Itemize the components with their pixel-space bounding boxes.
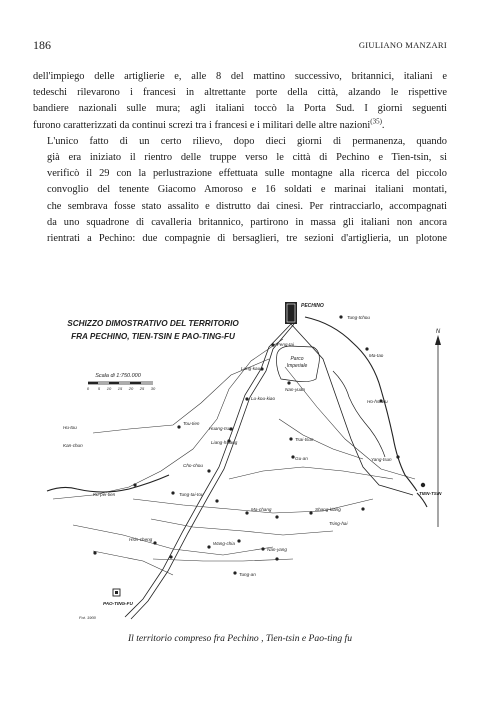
park-label-line-1: Parco: [290, 356, 304, 362]
place-nan-yuan: Nan-yuan: [285, 387, 305, 392]
figure-caption: Il territorio compreso fra Pechino , Tien-tsin e Pao-ting fu: [127, 633, 352, 644]
place-tou-tien: Tou-tien: [183, 421, 200, 426]
scale-tick: 0: [86, 386, 90, 391]
text-line: L'unico fatto di un certo rilievo, dopo dieci giorni di permanenza, quando: [47, 135, 447, 147]
place-lu-kou-kiao: Lu-kou-kiao: [251, 396, 276, 401]
text-line: che sembrava fosse stato assalito e distrutto dai cinesi. Per rintracciarlo, accompagnati: [47, 200, 447, 212]
running-head: GIULIANO MANZARI: [358, 40, 447, 50]
place-pechino: PECHINO: [301, 303, 324, 309]
scale-tick: 30: [150, 386, 156, 391]
text-line: verificò il 29 con la perlustrazione effettuata sulle montagne alla ricerca del piccolo: [47, 168, 447, 180]
page-number: 186: [33, 38, 51, 52]
place-wang-chia: Wang-chia: [213, 541, 235, 546]
place-lung-kau: Lung-kau: [241, 366, 261, 371]
place-huang-tsun: Huang-tsun: [209, 426, 233, 431]
text-line: convoglio del tenente Giacomo Amoroso e 16 soldati e marinai italiani montati,: [47, 184, 447, 196]
text-line-end: .: [381, 119, 385, 131]
scale-bar: [88, 382, 153, 384]
park-label-line-2: Imperiale: [286, 363, 308, 369]
text-line-content: furono caratterizzati da continui screzi tra i francesi e i militari delle altre nazioni: [33, 119, 371, 131]
place-tung-an: Tung-an: [239, 572, 256, 577]
place-tung-tai-tou: Tung-tai-tou: [179, 492, 204, 497]
map-title-line-2: FRA PECHINO, TIEN-TSIN E PAO-TING-FU: [71, 332, 235, 341]
place-shang-kiang: Shang-kiang: [315, 507, 341, 512]
text-line: da uno squadrone di cavalleria britannico, partirono in massa gli italiani non ancora: [47, 216, 447, 228]
place-nan-yang: Nan-yang: [267, 547, 287, 552]
territory-map: [33, 299, 447, 621]
place-tientsin: TIEN-TSIN: [419, 491, 442, 496]
place-kan-chun: Kan-chun: [63, 443, 83, 448]
place-ho-hsi-wu: Ho-hsi-wu: [367, 399, 388, 404]
canal: [333, 371, 385, 457]
place-gu-an: Gu-an: [295, 456, 308, 461]
place-tsing-hai: Tsing-hai: [329, 521, 348, 526]
text-line: [33, 118, 447, 134]
body-text: [33, 69, 447, 247]
place-paotingfu: PAO-TING-FU: [103, 601, 133, 606]
place-liang-hsiang: Liang-hsiang: [211, 440, 238, 445]
text-line: già era iniziato il rientro delle truppe verso le città di Pechino e Tien-tsin, si: [47, 152, 447, 164]
footnote-marker[interactable]: (35): [370, 117, 382, 126]
text-line: dell'impiego delle artiglierie e, alle 8 del mattino successivo, britannici, italiani e: [33, 71, 447, 82]
place-yang-tsun: Yang-tsun: [371, 457, 392, 462]
scale-tick: 5: [97, 386, 101, 391]
place-feng-tai: Feng-tai: [277, 342, 294, 347]
map-title-line-1: SCHIZZO DIMOSTRATIVO DEL TERRITORIO: [67, 319, 239, 328]
scale-tick: 15: [117, 386, 123, 391]
place-tungchou: Tung-tchou: [347, 315, 370, 320]
north-arrow-icon: [435, 335, 441, 527]
map-corner-note: Fot. 1900: [79, 615, 96, 620]
place-ku-pei-tien: Ku-pei-tien: [93, 492, 116, 497]
scale-tick: 10: [106, 386, 112, 391]
text-line: bandiere nazionali sulle mura; agli italiani toccò la Porta Sud. I giorni seguenti: [33, 103, 447, 115]
place-ma-tao: Ma-tao: [369, 353, 384, 358]
rivers: [47, 317, 427, 507]
railway-lines: [125, 324, 413, 619]
place-tsai-tsun: Tsai-tsun: [295, 437, 314, 442]
text-line: tedeschi rilevarono i francesi in altrettante porte della città, alzando le rispettive: [33, 87, 447, 99]
scale-tick: 25: [139, 386, 145, 391]
north-label: N: [435, 329, 441, 335]
scale-tick: 20: [128, 386, 134, 391]
scale-label: Scala di 1:750.000: [95, 373, 141, 379]
paragraph-1: [33, 69, 447, 134]
place-hsin-cheng: Hsin-cheng: [129, 537, 153, 542]
place-hu-tou: Hu-tou: [63, 425, 77, 430]
map-drawing: [33, 299, 447, 621]
text-line: rientrati a Pechino: due compagnie di bersaglieri, tre sezioni d'artiglieria, un plotone: [47, 233, 447, 245]
place-cho-chou: Cho-chou: [183, 463, 203, 468]
paragraph-2: [33, 134, 447, 247]
paotingfu-marker: [113, 589, 120, 596]
place-ma-chang: Ma-chang: [251, 507, 272, 512]
